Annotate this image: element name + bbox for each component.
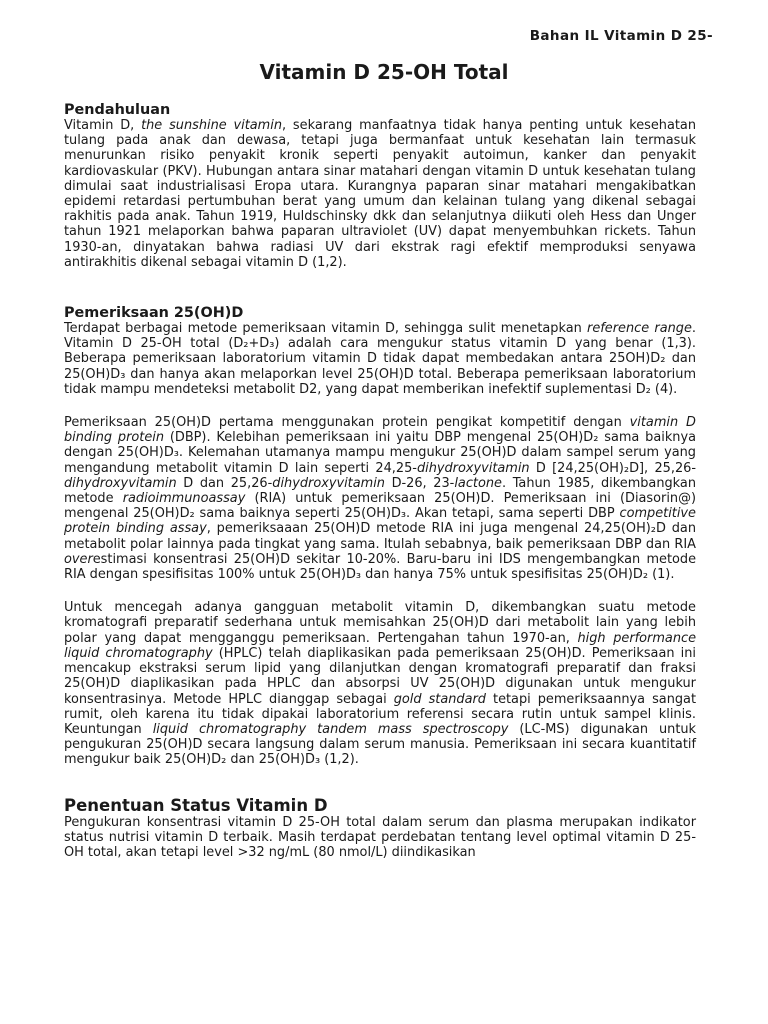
italic-text-run: reference range (587, 321, 692, 337)
text-run: estimasi konsentrasi 25(OH)D sekitar 10-20%. Baru-baru ini IDS mengembangkan metode RIA dengan spesifisitas 100% untuk 25(OH)D₃ dan hanya 75% untuk spesifisitas 25(OH)D₂ (1). (64, 551, 696, 583)
document-body (64, 103, 696, 860)
italic-text-run: high performance liquid chromatography (64, 630, 697, 661)
paragraph (64, 118, 696, 270)
text-run: . Tahun 1985, dikembangkan metode (64, 475, 696, 507)
italic-text-run: lactone (454, 475, 502, 491)
text-run: Pemeriksaan 25(OH)D pertama menggunakan protein pengikat kompetitif dengan (64, 415, 630, 431)
text-run: D dan 25,26- (176, 475, 273, 491)
text-run: Untuk mencegah adanya gangguan metabolit vitamin D, dikembangkan suatu metode kromatografi preparatif sederhana untuk memisahkan 25(OH)D dari metabolit lain yang lebih polar yang dapat mengganggu pemeriksaan. Pertengahan tahun 1970-an, (64, 600, 696, 646)
text-run: D-26, 23- (384, 475, 455, 491)
section-heading-penentuan-status: Penentuan Status Vitamin D (64, 795, 328, 815)
italic-text-run: dihydroxyvitamin (64, 475, 177, 491)
text-run: (LC-MS) digunakan untuk pengukuran 25(OH)D secara langsung dalam serum manusia. Pemeriksaan ini secara kuantitatif mengukur baik 25(OH)D₂ dan 25(OH)D₃ (1,2). (64, 721, 697, 768)
italic-text-run: the sunshine vitamin (141, 118, 282, 133)
text-run: , pemeriksaaan 25(OH)D metode RIA ini juga mengenal 24,25(OH)₂D dan metabolit polar lainnya pada tingkat yang sama. Itulah sebabnya, baik pemeriksaan DBP dan RIA (64, 521, 696, 552)
italic-text-run: dihydroxyvitamin (416, 460, 530, 476)
text-run: . Vitamin D 25-OH total (D₂+D₃) adalah cara mengukur status vitamin D yang benar (1,3). Beberapa pemeriksaan laboratorium vitamin D tidak dapat membedakan antara 25OH)D₂ dan 25(OH)D₃ dan hanya akan melaporkan level 25(OH)D total. Beberapa pemeriksaan laboratorium tidak mampu mendeteksi metabolit D2, yang dapat memberikan inefektif suplementasi D₂ (4). (64, 321, 696, 397)
paragraph (64, 415, 696, 582)
document-title: Vitamin D 25-OH Total (259, 60, 509, 84)
running-header: Bahan IL Vitamin D 25- (529, 28, 713, 44)
italic-text-run: over (64, 551, 93, 567)
italic-text-run: gold standard (393, 691, 486, 707)
italic-text-run: vitamin D binding protein (64, 415, 696, 446)
text-run: D [24,25(OH)₂D], 25,26- (529, 460, 696, 476)
paragraph (64, 321, 696, 397)
paragraph (64, 600, 696, 767)
text-run: , sekarang manfaatnya tidak hanya penting untuk kesehatan tulang pada anak dan dewasa, tetapi juga bermanfaat untuk kesehatan lain termasuk menurunkan risiko penyakit kronik seperti penyakit autoimun, kanker dan penyakit kardiovaskular (PKV). Hubungan antara sinar matahari dengan vitamin D untuk kesehatan tulang dimulai saat industrialisasi Eropa utara. Kurangnya paparan sinar matahari mengakibatkan epidemi retardasi pertumbuhan berat yang umum dan kelainan tulang yang dikenal sebagai rakhitis pada anak. Tahun 1919, Huldschinsky dkk dan selanjutnya diikuti oleh Hess dan Unger tahun 1921 melaporkan bahwa paparan ultraviolet (UV) dapat menyembuhkan rickets. Tahun 1930-an, dinyatakan bahwa radiasi UV dari ekstrak ragi efektif memproduksi senyawa antirakhitis dikenal sebagai vitamin D (1,2). (64, 118, 696, 270)
text-run: Terdapat berbagai metode pemeriksaan vitamin D, sehingga sulit menetapkan (64, 321, 588, 337)
text-run: Pengukuran konsentrasi vitamin D 25-OH total dalam serum dan plasma merupakan indikator status nutrisi vitamin D terbaik. Masih terdapat perdebatan tentang level optimal vitamin D 25-OH total, akan tetapi level >32 ng/mL (80 nmol/L) diindikasikan (64, 814, 696, 860)
text-run: (DBP). Kelebihan pemeriksaan ini yaitu DBP mengenal 25(OH)D₂ sama baiknya dengan 25(OH)D₃. Kelemahan utamanya mampu mengukur 25(OH)D dalam sampel serum yang mengandung metabolit vitamin D lain seperti 24,25- (64, 430, 696, 476)
italic-text-run: dihydroxyvitamin (272, 475, 385, 491)
section-heading-pendahuluan: Pendahuluan (64, 102, 171, 118)
text-run: tetapi pemeriksaannya sangat rumit, oleh karena itu tidak dipakai laboratorium referensi secara rutin untuk sampel klinis. Keuntungan (64, 691, 697, 737)
text-run: (RIA) untuk pemeriksaan 25(OH)D. Pemeriksaan ini (Diasorin@) mengenal 25(OH)D₂ sama baiknya seperti 25(OH)D₃. Akan tetapi, sama seperti DBP (64, 491, 696, 522)
italic-text-run: competitive protein binding assay (64, 506, 696, 537)
paragraph (64, 815, 696, 861)
text-run: (HPLC) telah diaplikasikan pada pemeriksaan 25(OH)D. Pemeriksaan ini mencakup ekstraksi serum lipid yang dilanjutkan dengan kromatografi preparatif dan fraksi 25(OH)D diaplikasikan pada HPLC dan absorpsi UV 25(OH)D digunakan untuk mengukur konsentrasinya. Metode HPLC dianggap sebagai (64, 645, 696, 707)
text-run: Vitamin D, (64, 118, 142, 133)
section-heading-pemeriksaan: Pemeriksaan 25(OH)D (64, 305, 244, 322)
italic-text-run: radioimmunoassay (122, 491, 246, 507)
italic-text-run: liquid chromatography tandem mass spectroscopy (152, 721, 509, 737)
